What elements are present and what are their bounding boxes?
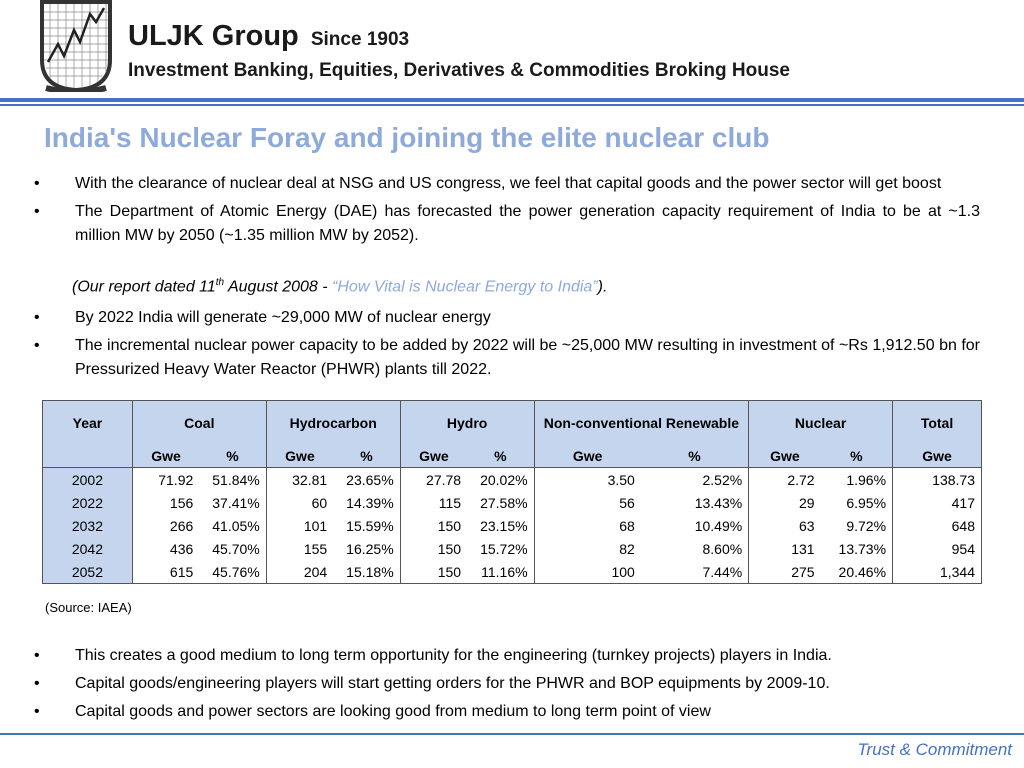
header-divider — [0, 98, 1024, 102]
row-year: 2042 — [43, 537, 133, 560]
company-since: Since 1903 — [310, 29, 410, 50]
table-cell: 71.92 — [132, 468, 199, 492]
table-cell: 204 — [303, 563, 328, 580]
table-cell: 155 — [303, 540, 328, 557]
table-header-row — [43, 401, 982, 445]
header-hydrocarbon: Hydrocarbon — [266, 401, 400, 445]
table-cell: 45.76% — [199, 560, 266, 584]
table-cell: 41.05% — [199, 514, 266, 537]
table-cell: 10.49% — [641, 514, 749, 537]
bullet-dot: • — [34, 203, 40, 220]
bullet-list-mid — [30, 306, 980, 386]
table-cell: 100 — [611, 563, 635, 580]
table-cell: 16.25% — [333, 537, 400, 560]
table-cell: 417 — [951, 494, 975, 511]
table-cell: 13.43% — [641, 491, 749, 514]
bullet-item: • This creates a good medium to long term opportunity for the engineering (turnkey projects) players in India. — [30, 644, 980, 668]
subheader-cell: Gwe — [893, 444, 982, 468]
table-cell: 1.96% — [821, 468, 893, 492]
table-cell: 56 — [619, 494, 635, 511]
table-cell: 615 — [169, 563, 194, 580]
bullet-dot: • — [34, 647, 40, 664]
subheader-cell: Gwe — [749, 444, 821, 468]
table-cell: 15.72% — [467, 537, 534, 560]
header-nuclear: Nuclear — [749, 401, 893, 445]
table-cell: 82 — [619, 540, 635, 557]
report-link[interactable]: “How Vital is Nuclear Energy to India” — [332, 278, 598, 296]
bullet-dot: • — [34, 175, 40, 192]
subheader-cell: % — [199, 444, 266, 468]
table-cell: 8.60% — [641, 537, 749, 560]
footer-tagline: Trust & Commitment — [857, 740, 1012, 759]
table-cell: 15.18% — [333, 560, 400, 584]
header-divider-thin — [0, 104, 1024, 106]
bullet-item: • Capital goods and power sectors are looking good from medium to long term point of view — [30, 700, 980, 724]
table-cell: 131 — [791, 540, 815, 557]
subheader-cell: Gwe — [132, 444, 199, 468]
table-cell: 23.15% — [467, 514, 534, 537]
header-year: Year — [43, 401, 133, 445]
header-coal: Coal — [132, 401, 266, 445]
table-cell: 45.70% — [199, 537, 266, 560]
table-cell: 20.02% — [467, 468, 534, 492]
header-renewable: Non-conventional Renewable — [534, 401, 749, 445]
table-row — [43, 537, 982, 560]
bullet-item: • The incremental nuclear power capacity to be added by 2022 will be ~25,000 MW resulting in investment of ~Rs 1,912.50 bn for Pressurized Heavy Water Reactor (PHWR) plants till 2022. — [30, 334, 980, 382]
table-cell: 150 — [437, 563, 462, 580]
table-cell: 6.95% — [821, 491, 893, 514]
table-cell: 37.41% — [199, 491, 266, 514]
table-row — [43, 468, 982, 492]
subheader-cell: % — [641, 444, 749, 468]
table-subheader-row — [43, 444, 982, 468]
table-cell: 27.78 — [400, 468, 467, 492]
table-cell: 13.73% — [821, 537, 893, 560]
bullet-dot: • — [34, 703, 40, 720]
bullet-dot: • — [34, 309, 40, 326]
table-cell: 9.72% — [821, 514, 893, 537]
table-cell: 648 — [951, 517, 975, 534]
table-cell: 63 — [799, 517, 815, 534]
company-tagline: Investment Banking, Equities, Derivatives & Commodities Broking House — [128, 60, 790, 81]
table-cell: 150 — [437, 517, 462, 534]
table-cell: 60 — [311, 494, 328, 511]
company-logo — [40, 0, 112, 92]
table-cell: 1,344 — [939, 563, 975, 580]
company-name — [128, 20, 409, 53]
bullet-item: • With the clearance of nuclear deal at NSG and US congress, we feel that capital goods and the power sector will get boost — [30, 172, 980, 196]
table-cell: 101 — [303, 517, 328, 534]
subheader-cell: Gwe — [400, 444, 467, 468]
table-cell: 266 — [169, 517, 194, 534]
bullet-dot: • — [34, 675, 40, 692]
subheader-cell: % — [467, 444, 534, 468]
table-source: (Source: IAEA) — [45, 600, 132, 615]
header-total: Total — [893, 401, 982, 445]
table-cell: 20.46% — [821, 560, 893, 584]
page-title: India's Nuclear Foray and joining the elite nuclear club — [44, 122, 770, 153]
capacity-table — [42, 400, 982, 584]
bullet-item: • By 2022 India will generate ~29,000 MW of nuclear energy — [30, 306, 980, 330]
table-cell: 23.65% — [333, 468, 400, 492]
table-cell: 954 — [951, 540, 975, 557]
table-row — [43, 560, 982, 584]
table-cell: 275 — [791, 563, 815, 580]
subheader-cell: Gwe — [266, 444, 333, 468]
table-cell: 3.50 — [534, 468, 641, 492]
table-cell: 27.58% — [467, 491, 534, 514]
table-cell: 156 — [169, 494, 194, 511]
bullet-item: • Capital goods/engineering players will start getting orders for the PHWR and BOP equipments by 2009-10. — [30, 672, 980, 696]
row-year: 2052 — [43, 560, 133, 584]
subheader-cell: Gwe — [534, 444, 641, 468]
table-cell: 138.73 — [893, 468, 982, 492]
footer-divider — [0, 733, 1024, 735]
table-cell: 51.84% — [199, 468, 266, 492]
row-year: 2022 — [43, 491, 133, 514]
subheader-blank — [43, 444, 133, 468]
table-cell: 150 — [437, 540, 462, 557]
table-cell: 32.81 — [266, 468, 333, 492]
subheader-cell: % — [821, 444, 893, 468]
table-cell: 15.59% — [333, 514, 400, 537]
table-cell: 7.44% — [641, 560, 749, 584]
table-cell: 29 — [799, 494, 815, 511]
table-cell: 68 — [619, 517, 635, 534]
table-row — [43, 514, 982, 537]
header-hydro: Hydro — [400, 401, 534, 445]
page-header — [0, 0, 1024, 100]
table-cell: 2.72 — [749, 468, 821, 492]
table-cell: 115 — [438, 494, 462, 511]
table-cell: 14.39% — [333, 491, 400, 514]
row-year: 2002 — [43, 468, 133, 492]
table-cell: 11.16% — [467, 560, 534, 584]
bullet-list-top — [30, 172, 980, 252]
bullet-item: • The Department of Atomic Energy (DAE) has forecasted the power generation capacity requirement of India to be at ~1.3 million MW by 2050 (~1.35 million MW by 2052). — [30, 200, 980, 248]
table-cell: 436 — [169, 540, 194, 557]
subheader-cell: % — [333, 444, 400, 468]
bullet-list-bottom — [30, 644, 980, 728]
company-name-text: ULJK Group — [128, 20, 299, 52]
bullet-dot: • — [34, 337, 40, 354]
table-row — [43, 491, 982, 514]
table-cell: 2.52% — [641, 468, 749, 492]
report-note: (Our report dated 11th August 2008 - “How Vital is Nuclear Energy to India”). — [72, 277, 608, 296]
row-year: 2032 — [43, 514, 133, 537]
